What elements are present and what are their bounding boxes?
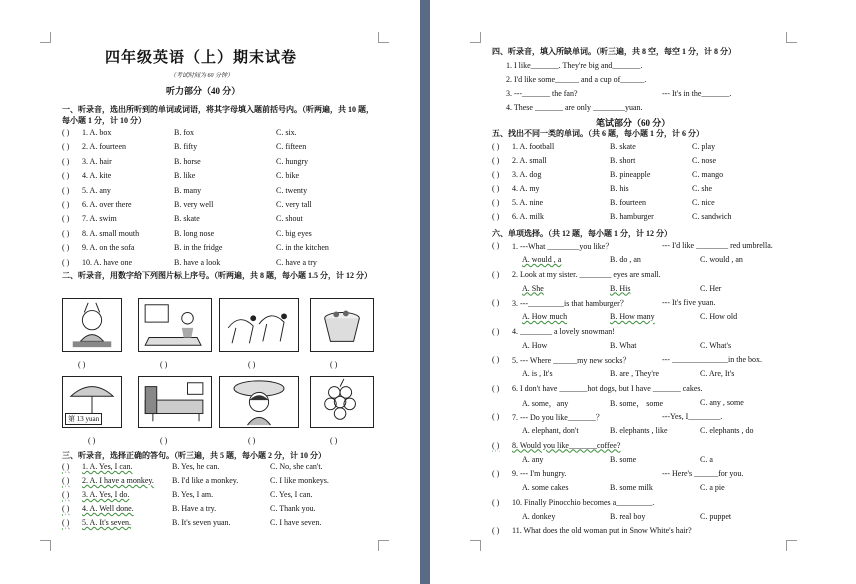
- option-c: C. six.: [276, 128, 297, 137]
- picture-4-answer[interactable]: ( ): [330, 360, 338, 369]
- option-a: 4. A. my: [512, 184, 540, 193]
- option-a: 8. A. small mouth: [82, 228, 140, 238]
- crop-mark: [786, 540, 797, 551]
- answer-blank[interactable]: ( ): [492, 156, 500, 165]
- option-c: C. twenty: [276, 185, 308, 195]
- option-a: 3. A. hair: [82, 156, 112, 166]
- picture-5: [62, 376, 122, 428]
- question-reply: --- ______________in the box.: [662, 355, 762, 364]
- picture-4: [310, 298, 374, 352]
- question-text: 11. What does the old woman put in Snow White's hair?: [512, 526, 692, 535]
- question-text: 4. ________ a lovely snowman!: [512, 326, 615, 336]
- picture-5-answer[interactable]: ( ): [88, 436, 96, 445]
- answer-blank[interactable]: ( ): [492, 526, 500, 535]
- answer-blank[interactable]: ( ): [62, 243, 70, 253]
- listening-heading: 听力部分（40 分）: [166, 86, 241, 96]
- option-b: B. like: [174, 171, 196, 181]
- option-c: C. big eyes: [276, 228, 312, 238]
- crop-mark: [40, 32, 51, 43]
- crop-mark: [470, 540, 481, 551]
- section-6-heading: 六、单项选择。（共 12 题，每小题 1 分，计 12 分）: [492, 229, 672, 238]
- option-b: B. real boy: [610, 511, 646, 521]
- option-c: C. puppet: [700, 511, 732, 521]
- question-reply: --- I'd like ________ red umbrella.: [662, 241, 773, 250]
- option-c: C. very tall: [276, 200, 312, 209]
- option-b: B. some: [610, 454, 637, 464]
- picture-1: [62, 298, 122, 352]
- option-b: B. How many: [610, 312, 655, 321]
- option-a: 10. A. have one: [82, 257, 132, 267]
- option-a: A. any: [522, 454, 544, 464]
- section-5-heading: 五、找出不同一类的单词。（共 6 题，每小题 1 分，计 6 分）: [492, 129, 704, 138]
- answer-blank[interactable]: ( ): [62, 128, 70, 137]
- question-reply: --- It's five yuan.: [662, 298, 716, 307]
- option-a: 7. A. swim: [82, 214, 117, 224]
- option-b: B. have a look: [174, 257, 221, 267]
- question-text: 2. Look at my sister. ________ eyes are small.: [512, 269, 661, 279]
- option-c: C. Are, It's: [700, 369, 735, 378]
- option-b: B. pineapple: [610, 170, 651, 179]
- crop-mark: [40, 540, 51, 551]
- option-c: C. bike: [276, 171, 300, 181]
- option-a: 1. A. Yes, I can.: [82, 462, 133, 471]
- crop-mark: [470, 32, 481, 43]
- question-text: 10. Finally Pinocchio becomes a_________.: [512, 497, 655, 507]
- answer-blank[interactable]: ( ): [62, 171, 70, 181]
- option-c: C. Her: [700, 283, 722, 293]
- answer-blank[interactable]: ( ): [492, 241, 500, 250]
- answer-blank[interactable]: ( ): [62, 200, 70, 209]
- option-c: C. fifteen: [276, 142, 307, 152]
- picture-8: [310, 376, 374, 428]
- crop-mark: [378, 540, 389, 551]
- option-c: C. play: [692, 142, 716, 151]
- option-a: A. How much: [522, 312, 568, 321]
- option-b: B. his: [610, 184, 629, 193]
- crop-mark: [378, 32, 389, 43]
- question-text: 5. --- Where ______my new socks？: [512, 356, 631, 365]
- option-a: 6. A. milk: [512, 212, 545, 221]
- option-a: 5. A. It's seven.: [82, 518, 131, 527]
- answer-blank[interactable]: ( ): [62, 156, 70, 166]
- answer-blank[interactable]: ( ): [62, 185, 70, 195]
- answer-blank[interactable]: ( ): [492, 440, 500, 450]
- answer-blank[interactable]: ( ): [62, 490, 70, 499]
- option-b: B. horse: [174, 156, 201, 166]
- question-text: 8. Would you like_______coffee?: [512, 440, 621, 450]
- answer-blank[interactable]: ( ): [492, 469, 500, 478]
- answer-blank[interactable]: ( ): [492, 355, 500, 364]
- option-b: B. skate: [610, 142, 636, 151]
- option-c: C. shout: [276, 214, 303, 224]
- option-c: C. What's: [700, 340, 732, 350]
- section-4-item-1: 1. I like_______. They're big and_______.: [506, 61, 643, 70]
- section-1-heading: 一、听录音，选出所听到的单词或词语，将其字母填入题前括号内。（听两遍，共 10 题，每小题 1 分，计 10 分）: [62, 105, 374, 125]
- section-4-heading: 四、听录音，填入所缺单词。（听三遍，共 8 空，每空 1 分，计 8 分）: [492, 47, 736, 56]
- option-c: C. a pie: [700, 483, 725, 492]
- answer-blank[interactable]: ( ): [492, 269, 500, 279]
- option-b: B. are , They're: [610, 369, 660, 378]
- picture-6: [138, 376, 212, 428]
- answer-blank[interactable]: ( ): [492, 184, 500, 193]
- option-a: A. elephant, don't: [522, 426, 579, 435]
- answer-blank[interactable]: ( ): [492, 198, 500, 207]
- option-b: B. It's seven yuan.: [172, 518, 231, 527]
- answer-blank[interactable]: ( ): [492, 212, 500, 221]
- option-c: C. hungry: [276, 156, 308, 166]
- answer-blank[interactable]: ( ): [62, 257, 70, 267]
- option-a: A. some cakes: [522, 483, 569, 492]
- option-a: 2. A. I have a monkey.: [82, 476, 154, 485]
- option-b: B. many: [174, 185, 202, 195]
- option-a: 4. A. kite: [82, 171, 112, 181]
- option-c: C. I have seven.: [270, 518, 322, 527]
- answer-blank[interactable]: ( ): [62, 228, 70, 238]
- option-a: 2. A. small: [512, 156, 547, 165]
- option-b: B. hamburger: [610, 212, 654, 221]
- question-reply: --- Here's ______for you.: [662, 469, 744, 478]
- section-4-item-2: 2. I'd like some______ and a cup of______.: [506, 75, 647, 84]
- answer-blank[interactable]: ( ): [492, 383, 500, 393]
- picture-1-answer[interactable]: ( ): [78, 360, 86, 369]
- question-text: 1. ---What ________you like？: [512, 242, 614, 251]
- option-b: B. His: [610, 283, 631, 293]
- section-4-item-3-answer: --- It's in the_______.: [662, 89, 732, 98]
- option-a: 4. A. Well done.: [82, 504, 134, 513]
- option-c: C. a: [700, 454, 713, 464]
- option-b: B. What: [610, 340, 637, 350]
- option-a: 1. A. box: [82, 128, 112, 137]
- option-c: C. nice: [692, 198, 715, 207]
- option-b: B. some， some: [610, 398, 664, 408]
- option-a: 3. A. Yes, I do.: [82, 490, 130, 499]
- question-text: 7. --- Do you like_______？: [512, 413, 604, 422]
- option-b: B. long nose: [174, 228, 215, 238]
- section-4-item-3: 3. ---_______ the fan?: [506, 89, 578, 98]
- exam-time-note: （考试时间为 60 分钟）: [170, 73, 234, 79]
- option-a: 6. A. over there: [82, 200, 132, 209]
- question-text: 9. --- I'm hungry.: [512, 469, 567, 478]
- page-gap: [420, 0, 430, 584]
- question-text: 3. ---_________is that hamburger？: [512, 299, 628, 308]
- option-c: C. in the kitchen: [276, 243, 329, 253]
- picture-3: [219, 298, 299, 352]
- written-heading: 笔试部分（60 分）: [596, 118, 671, 128]
- picture-6-answer[interactable]: ( ): [160, 436, 168, 445]
- option-a: 5. A. nine: [512, 198, 544, 207]
- option-a: 9. A. on the sofa: [82, 243, 135, 253]
- page-left: [0, 0, 420, 584]
- answer-blank[interactable]: ( ): [492, 412, 500, 421]
- option-a: 2. A. fourteen: [82, 142, 126, 152]
- option-a: A. She: [522, 283, 544, 293]
- option-a: A. would , a: [522, 255, 562, 264]
- answer-blank[interactable]: ( ): [492, 170, 500, 179]
- exam-title: 四年级英语（上）期末试卷: [105, 50, 298, 66]
- option-a: A. donkey: [522, 511, 556, 521]
- option-a: 1. A. football: [512, 142, 555, 151]
- option-b: B. in the fridge: [174, 243, 223, 253]
- option-c: C. Thank you.: [270, 504, 316, 513]
- option-b: B. Yes, I am.: [172, 490, 214, 499]
- picture-8-answer[interactable]: ( ): [330, 436, 338, 445]
- option-a: A. How: [522, 340, 548, 350]
- option-c: C. would , an: [700, 255, 743, 264]
- option-b: B. elephants , like: [610, 426, 668, 435]
- option-b: B. Yes, he can.: [172, 462, 220, 471]
- picture-2: [138, 298, 212, 352]
- option-c: C. nose: [692, 156, 716, 165]
- picture-3-answer[interactable]: ( ): [248, 360, 256, 369]
- answer-blank[interactable]: ( ): [492, 142, 500, 151]
- option-a: 5. A. any: [82, 185, 111, 195]
- section-4-item-4: 4. These _______ are only ________yuan.: [506, 103, 643, 112]
- answer-blank[interactable]: ( ): [62, 518, 70, 527]
- option-b: B. fox: [174, 128, 194, 137]
- question-reply: ---Yes, I________.: [662, 412, 723, 421]
- option-b: B. Have a try.: [172, 504, 217, 513]
- section-2-heading: 二、听录音，用数字给下列图片标上序号。（听两遍，共 8 题，每小题 1.5 分，计 12 分）: [62, 271, 372, 280]
- crop-mark: [786, 32, 797, 43]
- picture-7: [219, 376, 299, 428]
- question-text: 6. I don't have _______hot dogs, but I have _______ cakes.: [512, 383, 703, 393]
- option-c: C. any , some: [700, 397, 744, 407]
- option-b: B. very well: [174, 200, 214, 209]
- answer-blank[interactable]: ( ): [62, 142, 70, 152]
- option-a: A. is , It's: [522, 369, 553, 378]
- answer-blank[interactable]: ( ): [62, 476, 70, 485]
- option-c: C. she: [692, 184, 712, 193]
- option-b: B. do , an: [610, 255, 641, 264]
- option-b: B. short: [610, 156, 636, 165]
- answer-blank[interactable]: ( ): [492, 497, 500, 507]
- option-c: C. No, she can't.: [270, 462, 323, 471]
- option-b: B. fifty: [174, 142, 198, 152]
- option-a: 3. A. dog: [512, 170, 542, 179]
- answer-blank[interactable]: ( ): [62, 462, 70, 471]
- option-c: C. mango: [692, 170, 724, 179]
- picture-2-answer[interactable]: ( ): [160, 360, 168, 369]
- section-3-heading: 三、听录音，选择正确的答句。（听三遍，共 5 题，每小题 2 分，计 10 分）: [62, 451, 326, 460]
- answer-blank[interactable]: ( ): [492, 326, 500, 336]
- option-a: A. some，any: [522, 398, 569, 408]
- option-b: B. skate: [174, 214, 200, 224]
- option-b: B. fourteen: [610, 198, 646, 207]
- option-c: C. I like monkeys.: [270, 476, 329, 485]
- option-c: C. elephants , do: [700, 426, 754, 435]
- picture-tag: 第 13 yuan: [65, 413, 102, 425]
- option-c: C. sandwich: [692, 212, 732, 221]
- picture-7-answer[interactable]: ( ): [248, 436, 256, 445]
- option-c: C. Yes, I can.: [270, 490, 313, 499]
- option-b: B. some milk: [610, 483, 653, 492]
- page-right: [430, 0, 856, 584]
- answer-blank[interactable]: ( ): [62, 214, 70, 224]
- answer-blank[interactable]: ( ): [62, 504, 70, 513]
- answer-blank[interactable]: ( ): [492, 298, 500, 307]
- option-c: C. have a try: [276, 257, 317, 267]
- option-c: C. How old: [700, 312, 738, 321]
- option-b: B. I'd like a monkey.: [172, 476, 239, 485]
